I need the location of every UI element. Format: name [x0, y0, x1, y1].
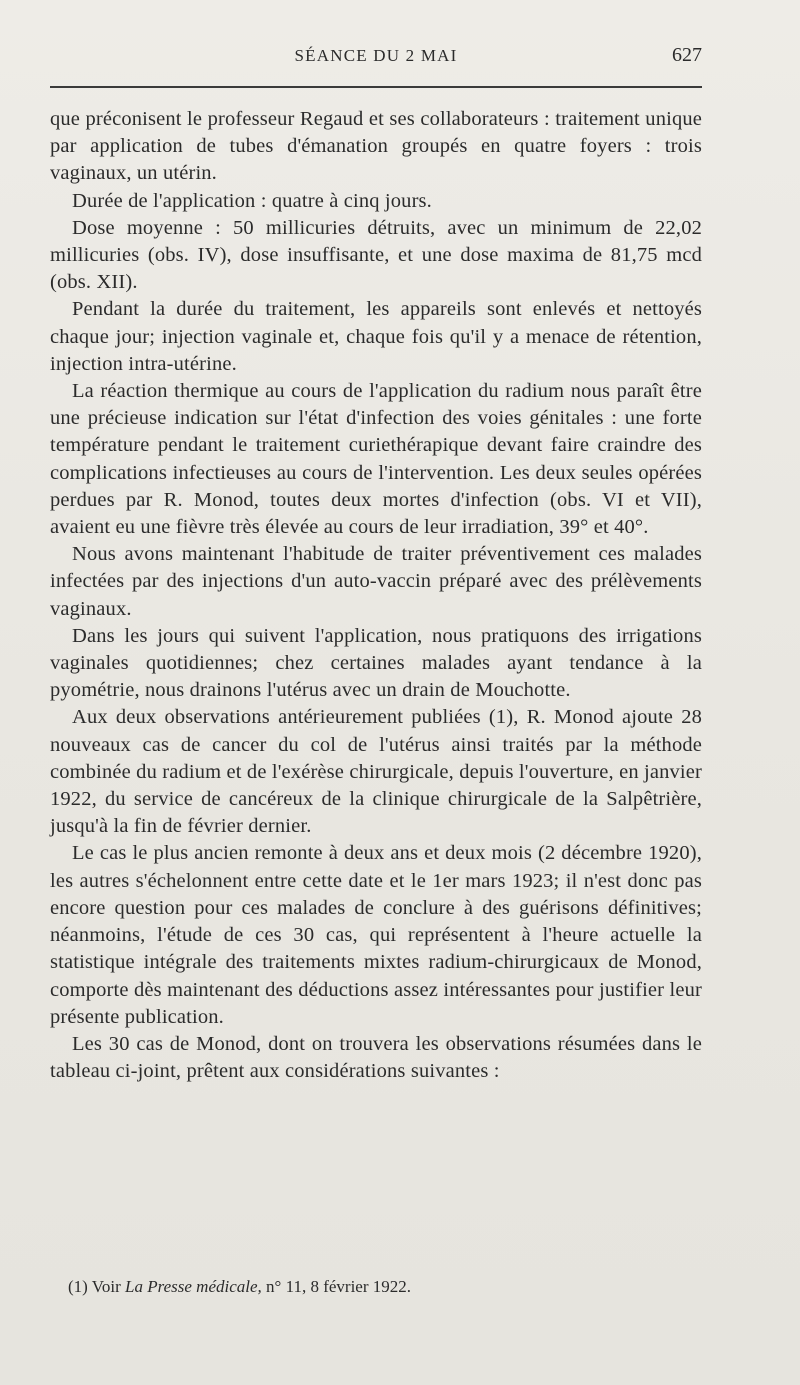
- paragraph-treatment: Pendant la durée du traitement, les appareils sont enlevés et nettoyés chaque jour; injection vaginale et, chaque fois qu'il y a menace de rétention, injection intra-utérine.: [50, 298, 702, 375]
- footnote-detail: n° 11, 8 février 1922.: [266, 1277, 411, 1296]
- footnote-marker: (1): [68, 1277, 88, 1296]
- running-head: [50, 46, 702, 70]
- paragraph-thermal-reaction: La réaction thermique au cours de l'application du radium nous paraît être une précieuse indication sur l'état d'infection des voies génitales : une forte température pendant le traitement curiethérapique devant faire craindre des complications infectieuses au cours de l'intervention. Les deux seules opérées perdues par R. Monod, toutes deux mortes d'infection (obs. VI et VII), avaient eu une fièvre très élevée au cours de leur irradiation, 39° et 40°.: [50, 380, 702, 539]
- footnote-journal: La Presse médicale,: [125, 1277, 262, 1296]
- body-text: [50, 106, 702, 1085]
- paragraph-observations: Aux deux observations antérieurement publiées (1), R. Monod ajoute 28 nouveaux cas de cancer du col de l'utérus ainsi traités par la méthode combinée du radium et de l'exérèse chirurgicale, depuis l'ouverture, en janvier 1922, du service de cancéreux de la clinique chirurgicale de la Salpêtrière, jusqu'à la fin de février dernier.: [50, 706, 702, 838]
- paragraph-oldest-case: Le cas le plus ancien remonte à deux ans et deux mois (2 décembre 1920), les autres s'échelonnent entre cette date et le 1er mars 1923; il n'est donc pas encore question pour ces malades de conclure à des guérisons définitives; néanmoins, l'étude de ces 30 cas, qui représentent à l'heure actuelle la statistique intégrale des traitements mixtes radium-chirurgicaux de Monod, comporte dès maintenant des déductions assez intéressantes pour justifier leur présente publication.: [50, 842, 702, 1028]
- running-title: SÉANCE DU 2 MAI: [294, 46, 458, 65]
- header-rule: [50, 86, 702, 88]
- footnote: [68, 1276, 702, 1298]
- footnote-lead: Voir: [91, 1277, 121, 1296]
- paragraph-dose: Dose moyenne : 50 millicuries détruits, avec un minimum de 22,02 millicuries (obs. IV), dose insuffisante, et une dose maxima de 81,75 mcd (obs. XII).: [50, 216, 702, 294]
- paragraph-auto-vaccine: Nous avons maintenant l'habitude de traiter préventivement ces malades infectées par des injections d'un auto-vaccin préparé avec des prélèvements vaginaux.: [50, 543, 702, 620]
- paragraph-irrigations: Dans les jours qui suivent l'application, nous pratiquons des irrigations vaginales quotidiennes; chez certaines malades ayant tendance à la pyométrie, nous drainons l'utérus avec un drain de Mouchotte.: [50, 624, 702, 702]
- paragraph-duration: Durée de l'application : quatre à cinq jours.: [72, 189, 432, 212]
- page-number: 627: [672, 44, 702, 66]
- paragraph-thirty-cases: Les 30 cas de Monod, dont on trouvera les observations résumées dans le tableau ci-joint, prêtent aux considérations suivantes :: [50, 1032, 702, 1083]
- paragraph-continuation: que préconisent le professeur Regaud et ses collaborateurs : traitement unique par application de tubes d'émanation groupés en quatre foyers : trois vaginaux, un utérin.: [50, 108, 702, 185]
